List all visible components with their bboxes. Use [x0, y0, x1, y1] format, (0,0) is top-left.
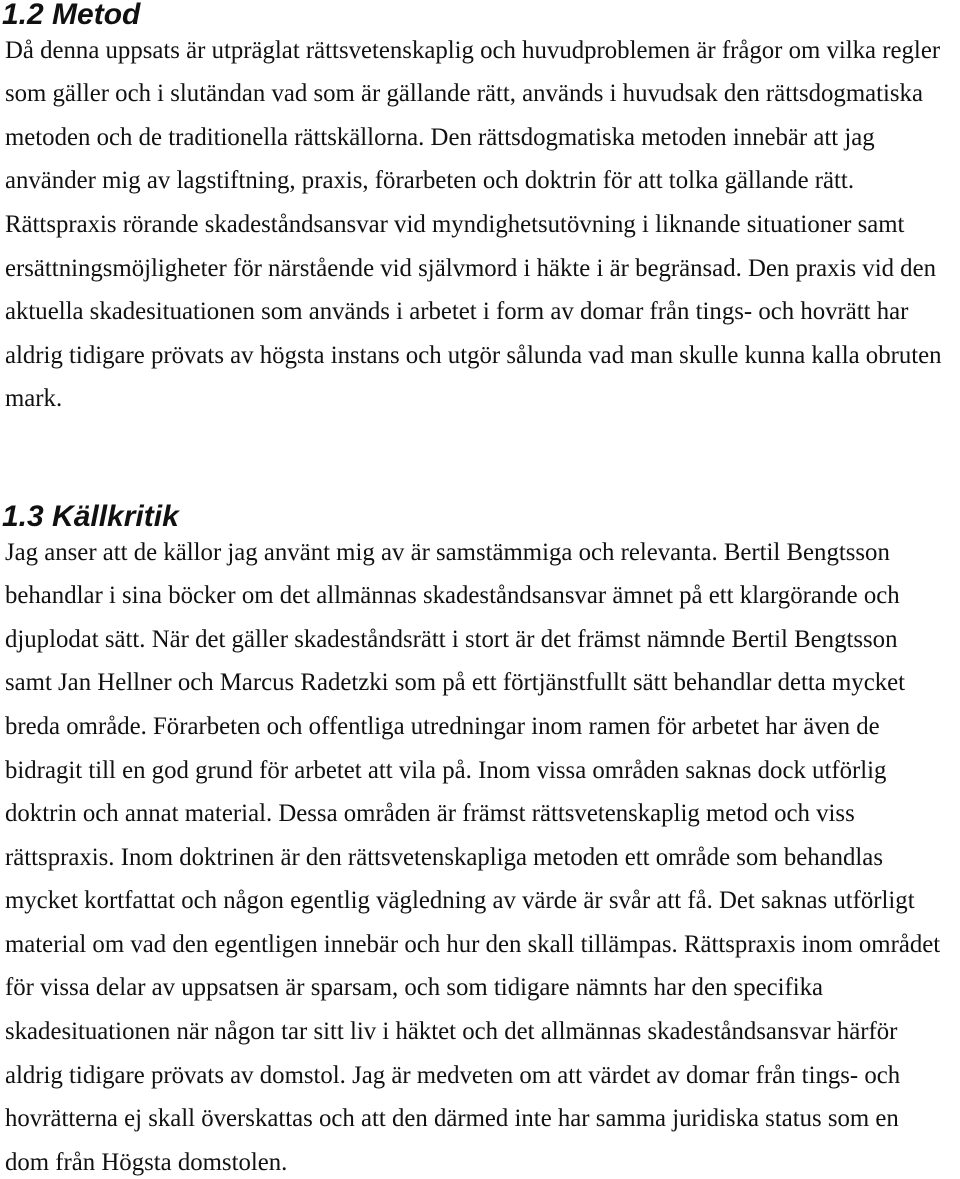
- text-line: djuplodat sätt. När det gäller skadeståndsrätt i stort är det främst nämnde Bertil Bengtsson: [5, 625, 898, 653]
- text-line: aldrig tidigare prövats av domstol. Jag är medveten om att värdet av domar från tings- och: [5, 1061, 901, 1089]
- text-line: för vissa delar av uppsatsen är sparsam, och som tidigare nämnts har den specifika: [5, 974, 824, 1002]
- text-line: rättspraxis. Inom doktrinen är den rättsvetenskapliga metoden ett område som behandlas: [5, 843, 883, 871]
- text-line: doktrin och annat material. Dessa områden är främst rättsvetenskaplig metod och viss: [5, 800, 855, 828]
- text-line: Då denna uppsats är utpräglat rättsvetenskaplig och huvudproblemen är frågor om vilka regler: [5, 36, 941, 64]
- section-heading: 1.3 Källkritik: [2, 500, 179, 533]
- text-line: skadesituationen när någon tar sitt liv i häktet och det allmännas skadeståndsansvar härför: [5, 1018, 898, 1046]
- text-line: använder mig av lagstiftning, praxis, förarbeten och doktrin för att tolka gällande rätt.: [5, 167, 855, 195]
- text-line: Jag anser att de källor jag använt mig av är samstämmiga och relevanta. Bertil Bengtsson: [5, 538, 890, 566]
- text-line: mark.: [5, 385, 63, 413]
- text-line: mycket kortfattat och någon egentlig vägledning av värde är svår att få. Det saknas utförligt: [5, 887, 915, 915]
- text-line: ersättningsmöjligheter för närstående vid självmord i häkte i är begränsad. Den praxis vid den: [5, 254, 936, 282]
- text-line: dom från Högsta domstolen.: [5, 1148, 288, 1176]
- text-line: aldrig tidigare prövats av högsta instans och utgör sålunda vad man skulle kunna kalla obruten: [5, 341, 942, 369]
- section-heading: 1.2 Metod: [2, 0, 141, 31]
- text-line: material om vad den egentligen innebär och hur den skall tillämpas. Rättspraxis inom området: [5, 930, 941, 958]
- text-line: bidragit till en god grund för arbetet att vila på. Inom vissa områden saknas dock utförlig: [5, 756, 887, 784]
- text-line: som gäller och i slutändan vad som är gällande rätt, används i huvudsak den rättsdogmatiska: [5, 80, 923, 108]
- section-body: [5, 524, 955, 1178]
- section-body: [5, 22, 955, 414]
- text-line: metoden och de traditionella rättskällorna. Den rättsdogmatiska metoden innebär att jag: [5, 123, 875, 151]
- text-line: breda område. Förarbeten och offentliga utredningar inom ramen för arbetet har även de: [5, 712, 880, 740]
- text-line: samt Jan Hellner och Marcus Radetzki som på ett förtjänstfullt sätt behandlar detta mycket: [5, 669, 905, 697]
- text-line: aktuella skadesituationen som används i arbetet i form av domar från tings- och hovrätt har: [5, 298, 909, 326]
- text-line: behandlar i sina böcker om det allmännas skadeståndsansvar ämnet på ett klargörande och: [5, 582, 900, 610]
- text-line: hovrätterna ej skall överskattas och att den därmed inte har samma juridiska status som en: [5, 1105, 899, 1133]
- text-line: Rättspraxis rörande skadeståndsansvar vid myndighetsutövning i liknande situationer samt: [5, 210, 905, 238]
